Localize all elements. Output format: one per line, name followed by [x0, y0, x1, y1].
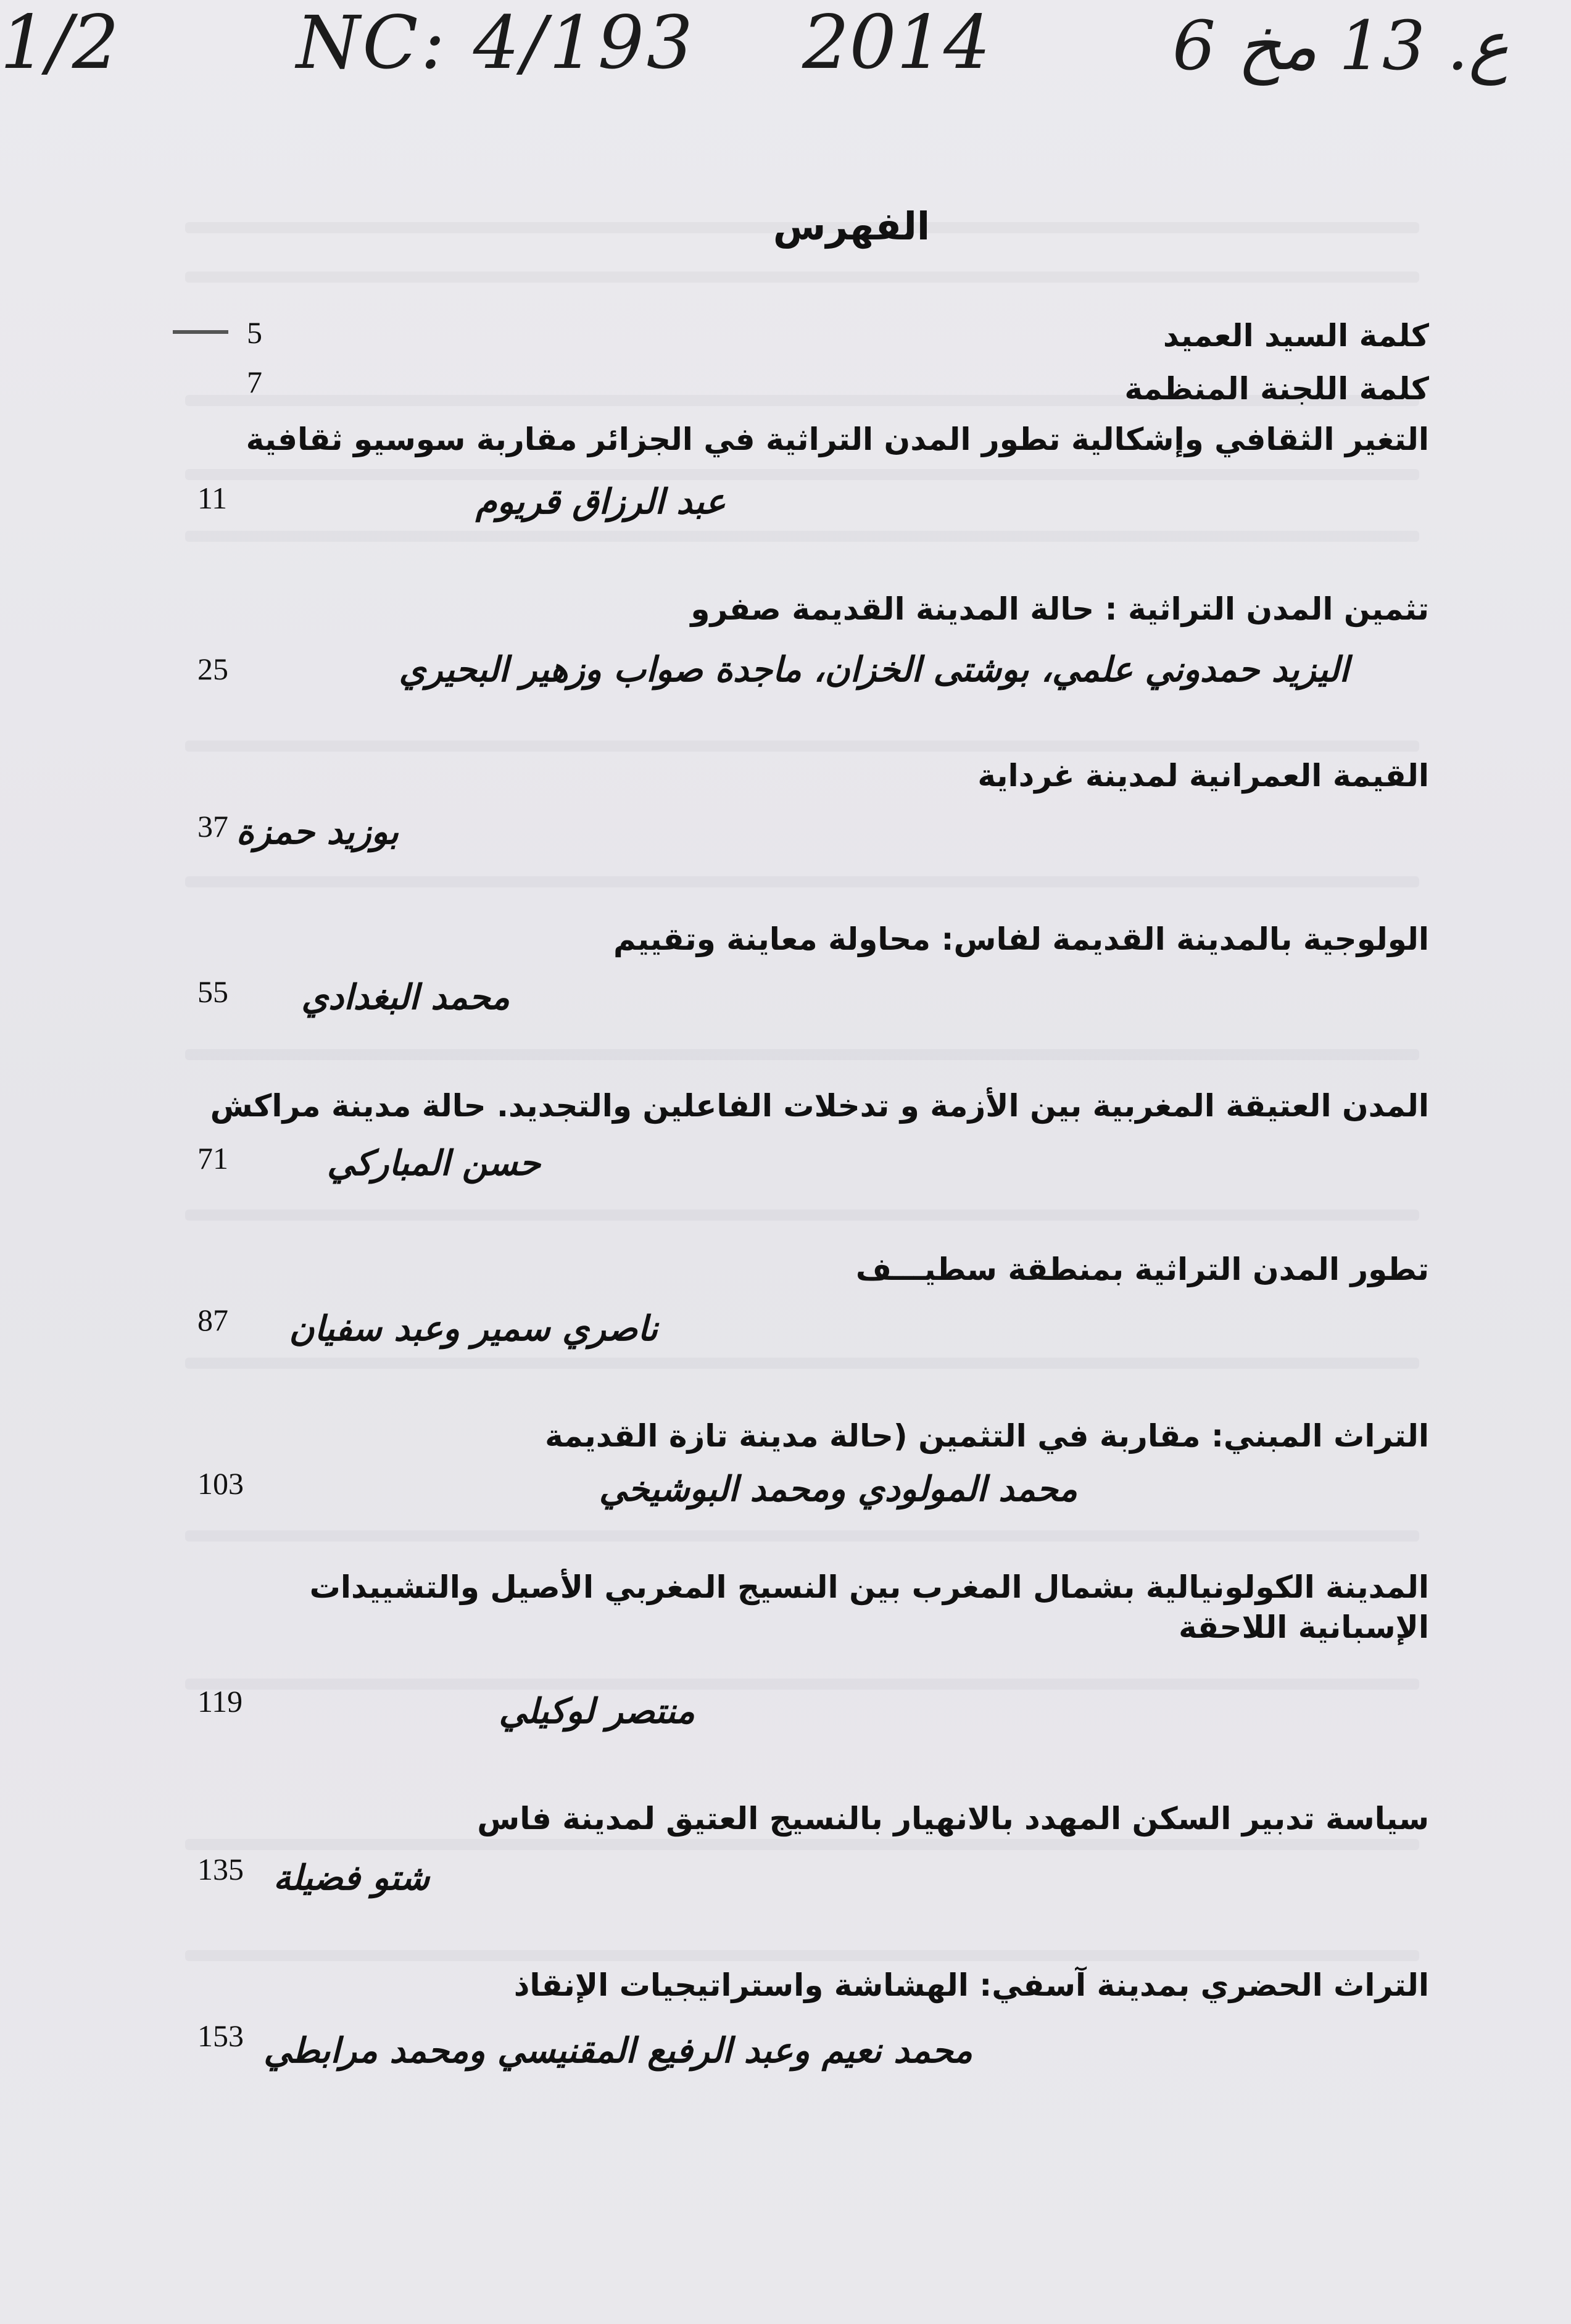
toc-entry-page: 55	[197, 974, 228, 1009]
toc-entry-page: 135	[197, 1852, 244, 1886]
bleed-through-line	[185, 1679, 1419, 1690]
toc-entry-page: 5	[247, 315, 262, 350]
toc-entry-page: 37	[197, 809, 228, 844]
toc-entry-page: 119	[197, 1684, 243, 1719]
toc-entry-author: بوزيد حمزة	[236, 811, 399, 852]
toc-entry-title: المدينة الكولونيالية بشمال المغرب بين النسيج المغربي الأصيل والتشييدات الإسبانية اللاحقة	[309, 1569, 1429, 1645]
toc-entry-page: 87	[197, 1303, 228, 1337]
bleed-through-line	[185, 469, 1419, 480]
handwritten-fraction: 1/2	[0, 0, 120, 86]
toc-entry-author: منتصر لوكيلي	[499, 1691, 695, 1732]
bleed-through-line	[185, 1839, 1419, 1850]
bleed-through-line	[185, 741, 1419, 752]
handwritten-call-number: NC: 4/193	[296, 0, 695, 85]
toc-entry-author: عبد الرزاق قريوم	[475, 481, 726, 522]
bleed-through-line	[185, 272, 1419, 283]
toc-entry-author: محمد البغدادي	[301, 977, 510, 1018]
toc-entry-author: ناصري سمير وعبد سفيان	[289, 1308, 658, 1349]
toc-entry-title: كلمة اللجنة المنظمة	[1124, 371, 1429, 407]
bleed-through-line	[185, 1210, 1419, 1221]
bleed-through-line	[185, 1530, 1419, 1542]
toc-entry-page: 7	[247, 365, 262, 399]
toc-entry-page: 71	[197, 1141, 228, 1176]
toc-entry-title: القيمة العمرانية لمدينة غرداية	[977, 758, 1429, 794]
bleed-through-line	[185, 876, 1419, 887]
toc-entry-author: حسن المباركي	[326, 1143, 541, 1184]
toc-entry-title: كلمة السيد العميد	[1163, 318, 1429, 354]
bleed-through-line	[185, 1950, 1419, 1961]
toc-entry-author: اليزيد حمدوني علمي، بوشتى الخزان، ماجدة صواب وزهير البحيري	[399, 649, 1349, 690]
toc-entry-title: المدن العتيقة المغربية بين الأزمة و تدخلات الفاعلين والتجديد. حالة مدينة مراكش	[210, 1088, 1429, 1124]
toc-entry-author: شتو فضيلة	[273, 1857, 429, 1898]
handwritten-shelf-mark: ع. 13 مخ 6	[1172, 6, 1509, 85]
pencil-dash-mark	[173, 330, 228, 334]
handwritten-year: 2014	[802, 0, 991, 86]
toc-entry-author: محمد المولودي ومحمد البوشيخي	[599, 1469, 1077, 1509]
toc-entry-page: 11	[197, 481, 228, 515]
bleed-through-line	[185, 531, 1419, 542]
toc-entry-title: سياسة تدبير السكن المهدد بالانهيار بالنسيج العتيق لمدينة فاس	[477, 1801, 1429, 1836]
toc-entry-title: التراث الحضري بمدينة آسفي: الهشاشة واستراتيجيات الإنقاذ	[513, 1967, 1429, 2003]
toc-entry-title: التراث المبني: مقاربة في التثمين (حالة مدينة تازة القديمة	[545, 1418, 1429, 1454]
toc-entry-title: الولوجية بالمدينة القديمة لفاس: محاولة معاينة وتقييم	[613, 921, 1429, 957]
toc-entry-page: 25	[197, 652, 228, 686]
toc-entry-title: تطور المدن التراثية بمنطقة سطيـــف	[855, 1251, 1429, 1287]
toc-entry-page: 153	[197, 2019, 244, 2053]
toc-entry-title: التغير الثقافي وإشكالية تطور المدن التراثية في الجزائر مقاربة سوسيو ثقافية	[246, 421, 1429, 457]
toc-entry-page: 103	[197, 1466, 244, 1501]
toc-entry-title: تثمين المدن التراثية : حالة المدينة القديمة صفرو	[690, 591, 1429, 627]
page-title: الفهرس	[773, 204, 931, 249]
bleed-through-line	[185, 1358, 1419, 1369]
toc-entry-author: محمد نعيم وعبد الرفيع المقنيسي ومحمد مرابطي	[263, 2030, 972, 2071]
bleed-through-line	[185, 1049, 1419, 1060]
